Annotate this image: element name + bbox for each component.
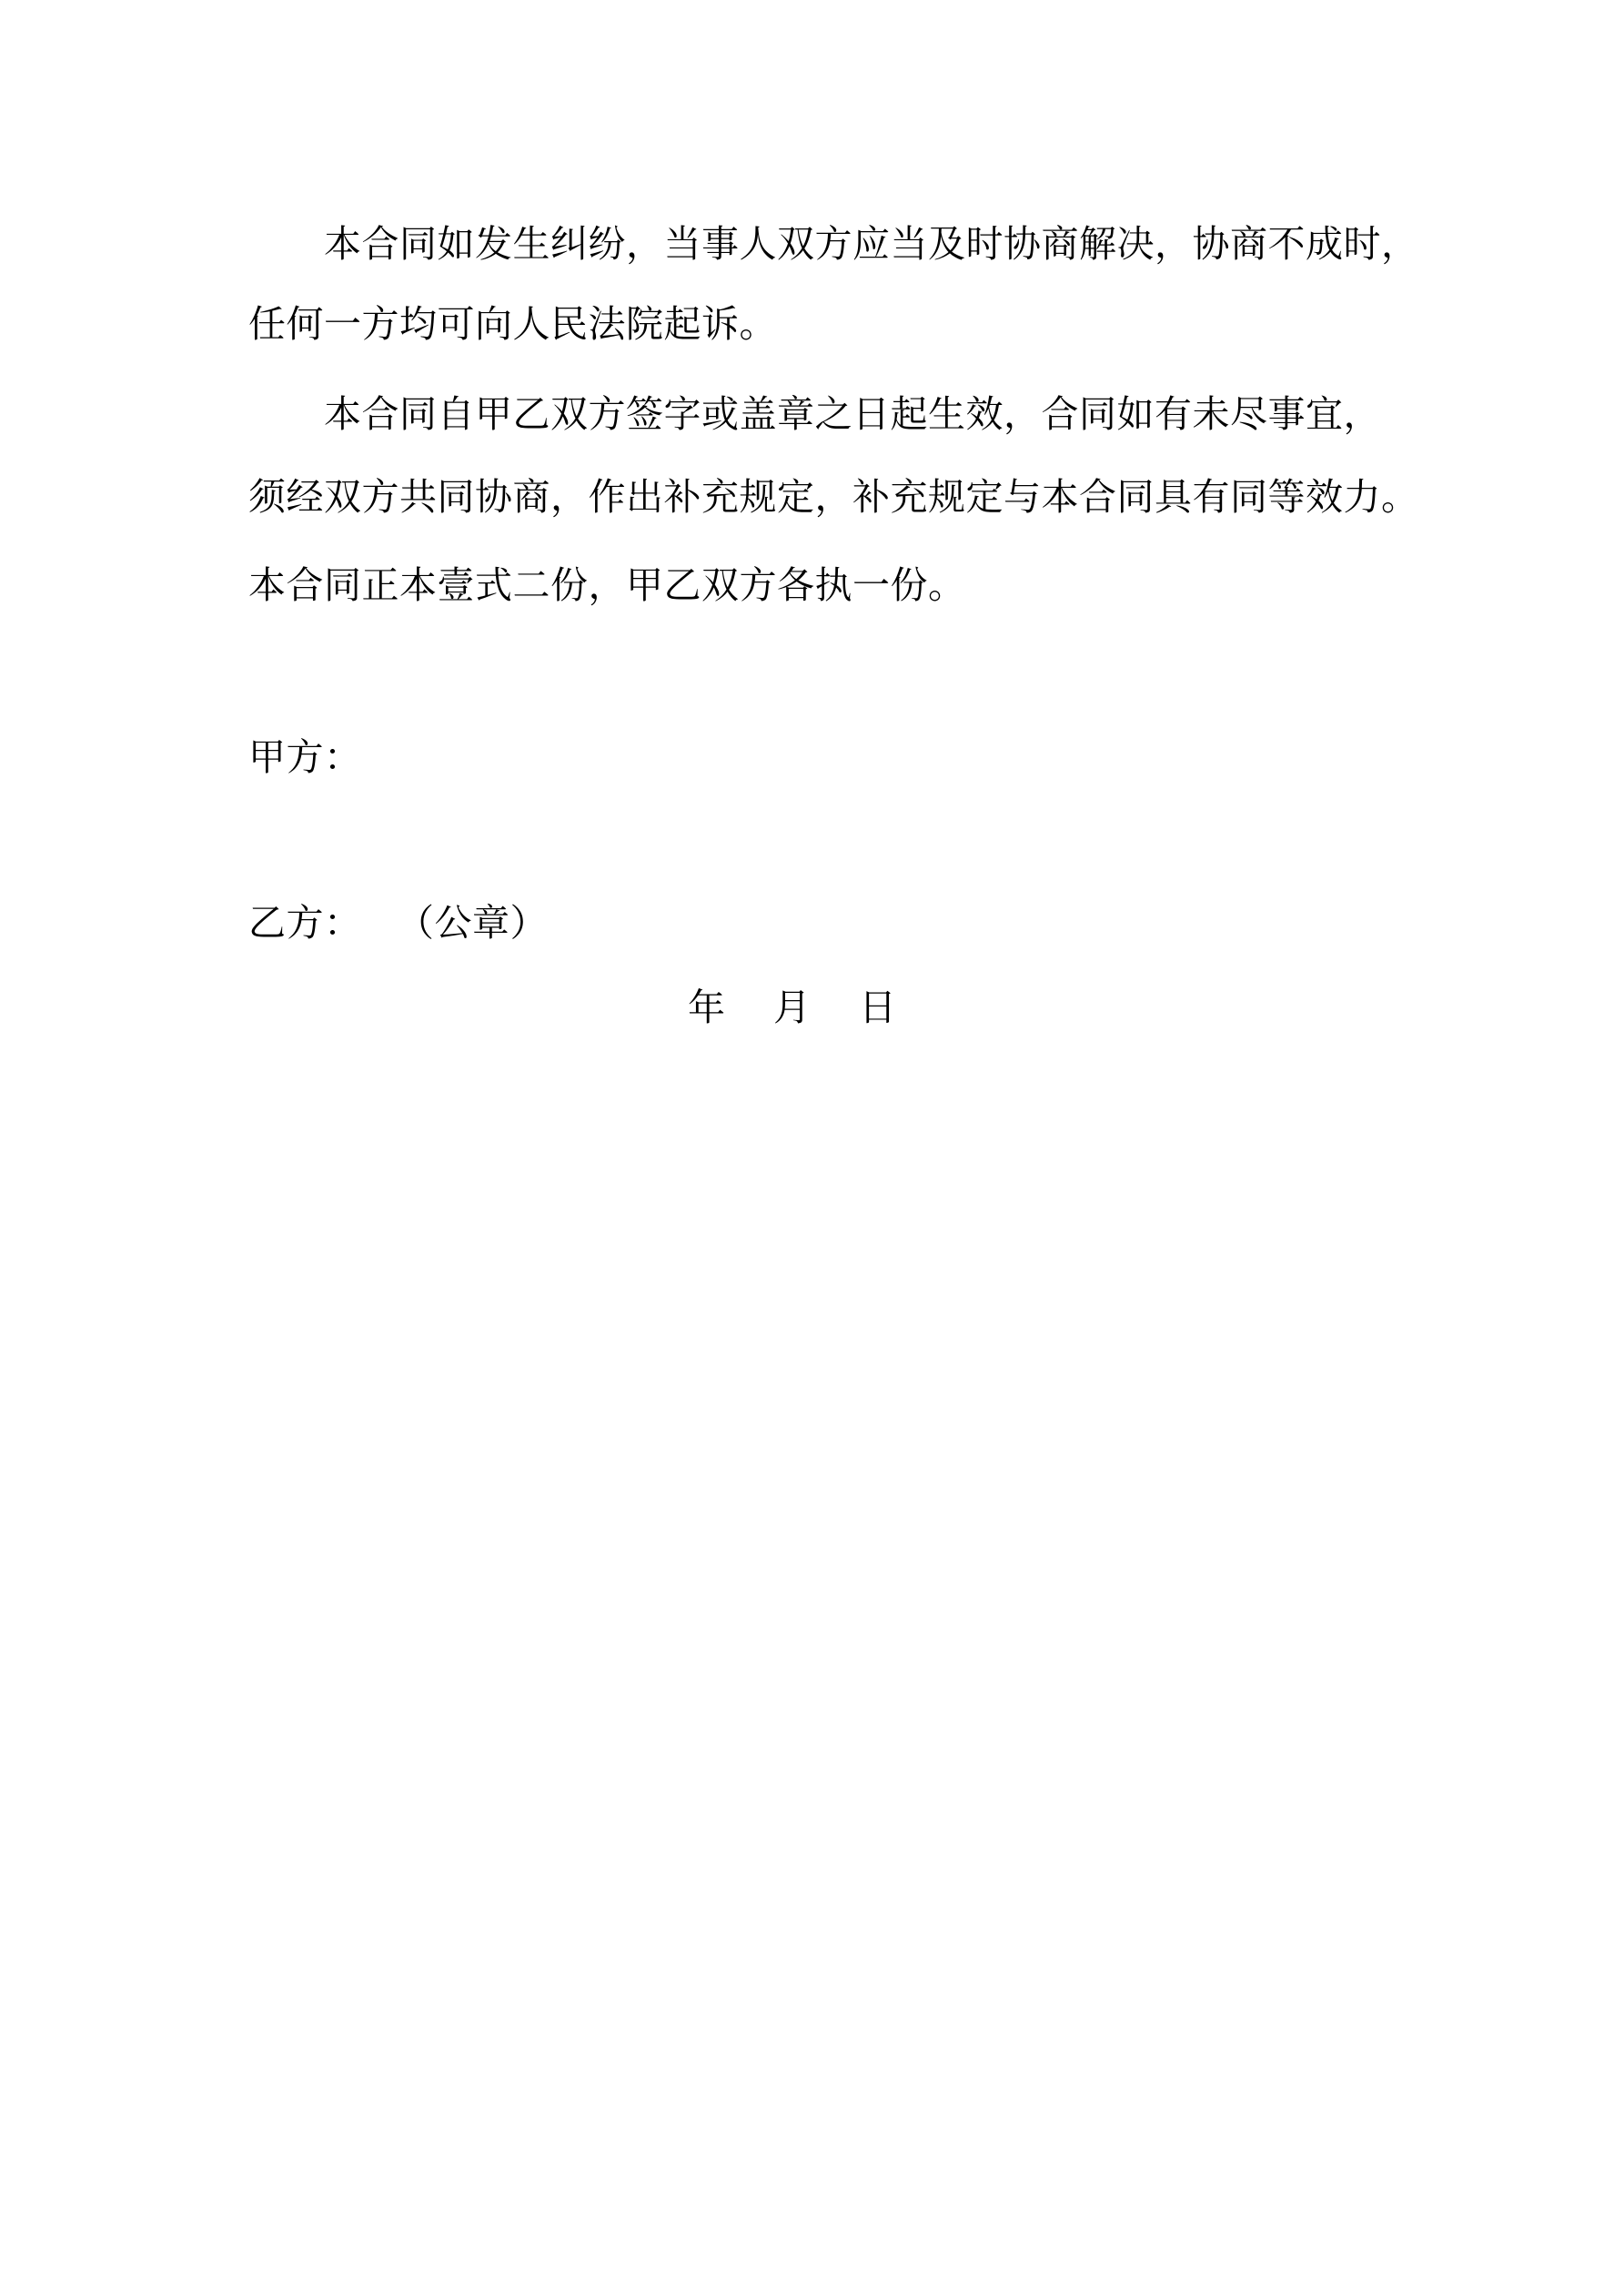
party-a-label: 甲方： bbox=[248, 735, 362, 779]
effect-clause-line-1: 本合同自甲乙双方签字或盖章之日起生效，合同如有未尽事宜， bbox=[324, 392, 1381, 436]
party-b-label: 乙方： bbox=[248, 901, 362, 945]
party-b-seal-label: （公章） bbox=[397, 901, 548, 945]
date-year-label: 年 bbox=[688, 986, 725, 1029]
effect-clause-line-3: 本合同正本壹式二份，甲乙双方各执一份。 bbox=[248, 563, 966, 607]
effect-clause-line-2: 须经双方共同协商，作出补充规定，补充规定与本合同具有同等效力。 bbox=[248, 475, 1419, 519]
signing-date bbox=[688, 986, 897, 1029]
dispute-clause-line-2: 任何一方均可向人民法院起诉。 bbox=[248, 302, 777, 346]
date-month-label: 月 bbox=[773, 986, 812, 1029]
dispute-clause-line-1: 本合同如发生纠纷，当事人双方应当及时协商解决，协商不成时， bbox=[324, 222, 1419, 266]
date-day-label: 日 bbox=[859, 986, 897, 1029]
